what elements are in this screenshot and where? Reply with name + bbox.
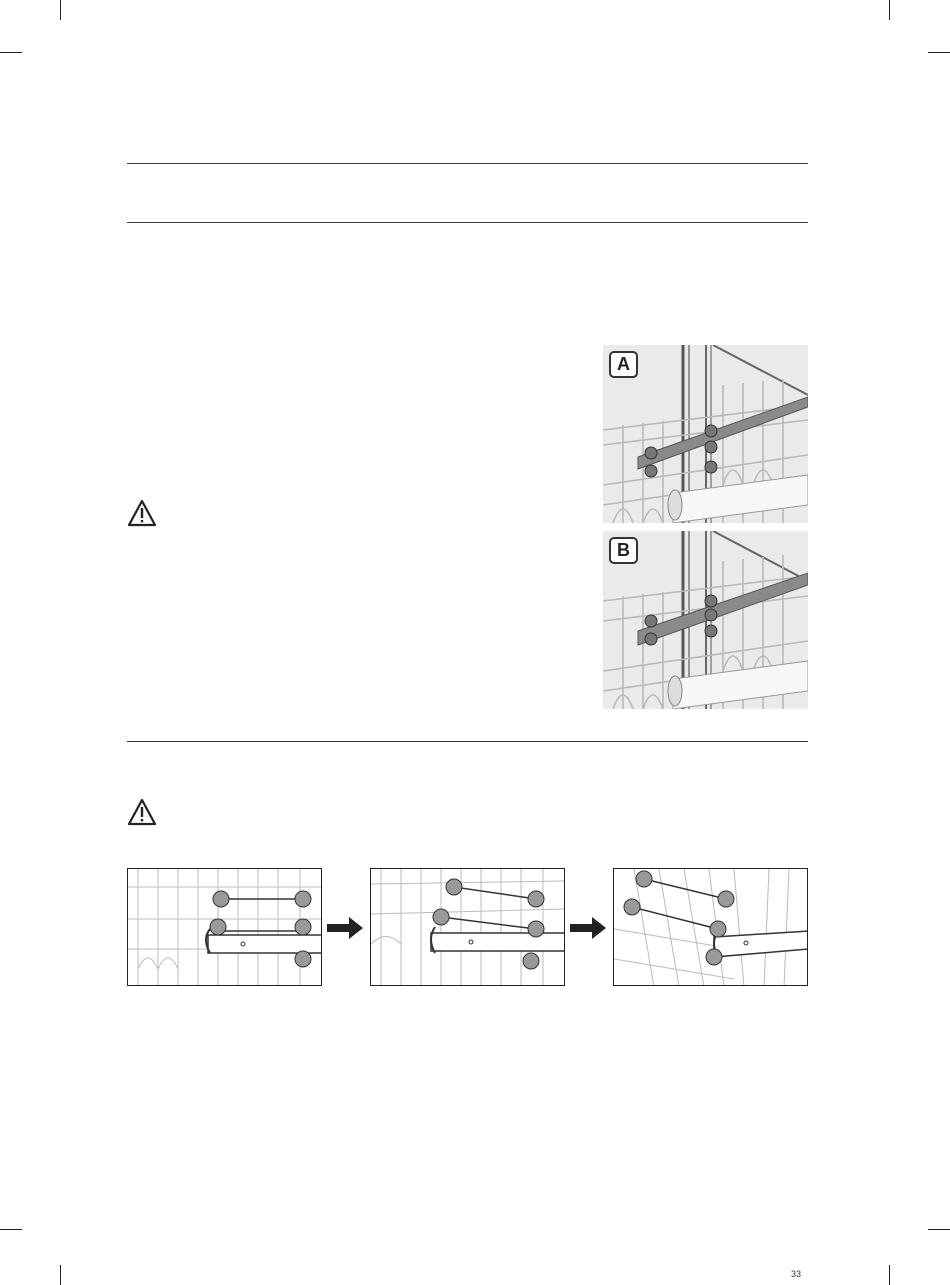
step-diagram-3 [613,868,808,986]
crop-mark-top-left-h [0,52,22,53]
crop-mark-bottom-right-h [928,1229,950,1230]
right-arrow-icon [570,917,606,939]
crop-mark-top-right-v [889,0,890,20]
figure-label-b: B [609,537,638,564]
step-diagram-1 [127,868,322,986]
rack-photo-a [603,345,808,523]
page-number: 33 [791,1269,802,1279]
rack-photo-b [603,531,808,709]
crop-mark-bottom-right-v [889,1265,890,1285]
section-rule-top [127,163,808,164]
step-diagram-2 [370,868,565,986]
crop-mark-top-right-h [928,52,950,53]
crop-mark-bottom-left-h [0,1229,22,1230]
section-rule-middle [127,741,808,742]
crop-mark-top-left-v [60,0,61,20]
crop-mark-bottom-left-v [60,1265,61,1285]
section-rule-header-bottom [127,222,808,223]
warning-triangle-icon [127,499,157,527]
right-arrow-icon [327,917,363,939]
warning-triangle-icon [127,798,157,826]
figure-label-a: A [609,351,638,378]
